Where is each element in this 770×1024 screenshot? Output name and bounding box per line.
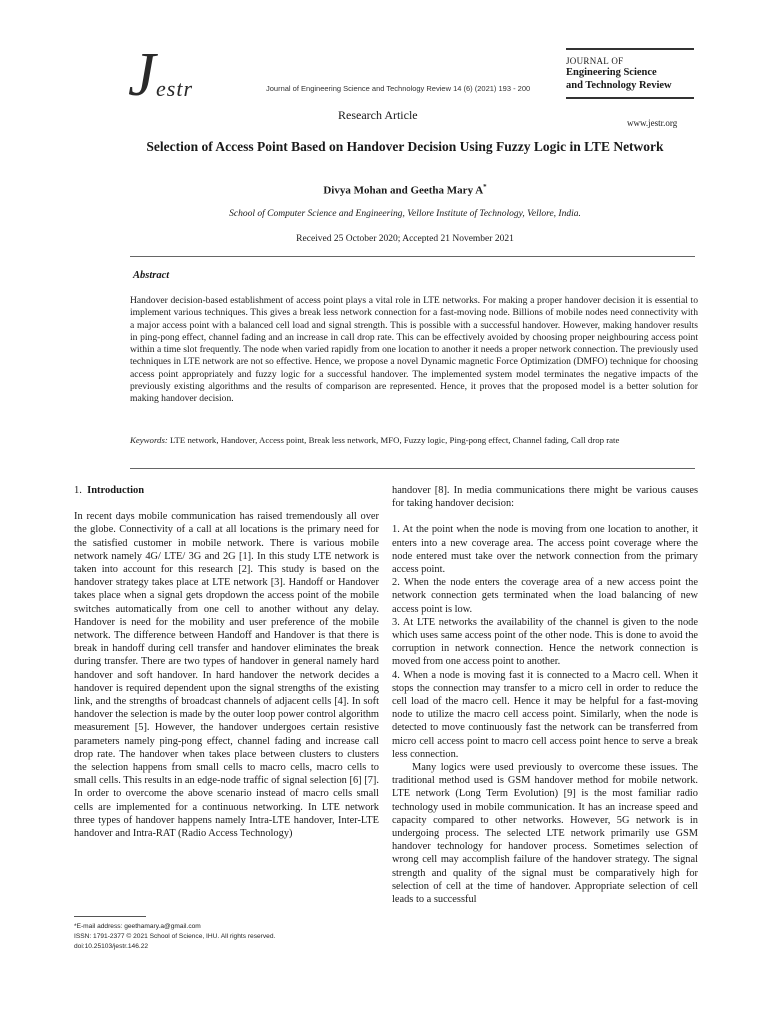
journal-logo xyxy=(128,41,238,114)
affiliation: School of Computer Science and Engineering, Vellore Institute of Technology, Vellore, India. xyxy=(229,209,581,219)
footnote xyxy=(74,922,275,952)
body-paragraph: Many logics were used previously to overcome these issues. The traditional method used is GSM handover method for mobile network. LTE network (Long Term Evolution) [9] is the most familiar radio technology used in mobile communication. It has an increase speed and capacity compared to other networks. However, 5G network is in undergoing process. The selected LTE network primarily use GSM handover technology for handover process. Sometimes selection of wrong cell may accomplish failure of the handover strategy. The signal strength and quality of the signal must be comparatively high for selection of cell at the time of handover. Appropriate selection of cell leads to a successful xyxy=(392,762,698,906)
logo-initial: J xyxy=(128,41,156,109)
journal-box-top-rule xyxy=(566,48,694,50)
list-item: 4. When a node is moving fast it is connected to a Macro cell. When it stops the connection may transfer to a micro cell in order to reduce the cell load of the macro cell. Hence it may be helpful for a fast-moving node to utilize the macro cell access point. Similarly, when the node is detected to move continuously fast the network can be transferred from micro cell access point to macro cell access point hence to serve a break less connection. xyxy=(392,669,698,760)
intro-paragraph: In recent days mobile communication has raised tremendously all over the globe. Connectivity of a call at all locations is the primary need for the satisfied customer in mobile network. There is various mobile network namely 4G/ LTE/ 3G and 2G [1]. In this study LTE network is taken into account for this research [2]. This study is based on the handover strategy takes place at LTE network [3]. Handoff or Handover takes place when a signal gets dropdown the access point of the mobile switches automatically from one cell to another without any delay. Handover is need for the mobility and user preference of the mobile network. The difference between Handoff and Handover is that there is break in handoff during cell transfer and handover eliminates the break during transfer. There are two types of handover in general namely hard handover and soft handover. In hard handover the network decides a handover is required dependent upon the signal strengths of the existing link, and the strengths of broadcast channels of adjacent cells [4]. In soft handover the selection is made by the outer loop power control algorithm measurement [5]. However, the handover undergoes certain resistive parameters namely ping-pong effect, channel fading and increase call drop rate. The handover when takes place between clusters to clusters the selection happens from small cells to macro cells, macro cells to small cells. This results in an edge-node traffic of signal selection [6] [7]. In order to overcome the above scenario instead of macro cells small cells are implemented for a continuous networking. In LTE network three types of handover happens namely Intra-LTE handover, Inter-LTE handover and Intra-RAT (Radio Access Technology) xyxy=(74,511,379,840)
article-type: Research Article xyxy=(338,108,418,122)
keywords-label: Keywords: xyxy=(130,435,168,445)
section-number: 1. xyxy=(74,485,82,496)
footnote-issn: ISSN: 1791-2377 © 2021 School of Science, IHU. All rights reserved. xyxy=(74,933,276,940)
keywords-text: LTE network, Handover, Access point, Break less network, MFO, Fuzzy logic, Ping-pong effect, Channel fading, Call drop rate xyxy=(167,435,620,445)
abstract-heading: Abstract xyxy=(133,270,170,281)
received-dates: Received 25 October 2020; Accepted 21 November 2021 xyxy=(296,234,514,244)
journal-name-box xyxy=(566,48,694,99)
journal-of-label: JOURNAL OF xyxy=(566,56,624,66)
divider-top xyxy=(130,256,695,257)
section-title: Introduction xyxy=(87,485,145,496)
keywords xyxy=(130,435,698,447)
footnote-email: *E-mail address: geethamary.a@gmail.com xyxy=(74,923,201,930)
footnote-rule xyxy=(74,916,146,917)
journal-box-bottom-rule xyxy=(566,97,694,99)
journal-name-line2: and Technology Review xyxy=(566,80,672,91)
paper-title: Selection of Access Point Based on Handover Decision Using Fuzzy Logic in LTE Network xyxy=(146,139,664,154)
left-column xyxy=(74,484,379,840)
author-names: Divya Mohan and Geetha Mary A xyxy=(323,184,484,197)
authors xyxy=(120,183,690,197)
corresponding-author-marker: * xyxy=(483,183,487,191)
abstract-text: Handover decision-based establishment of access point plays a vital role in LTE networks. For making a proper handover decision it is essential to implement various techniques. This gives a break less network connection for a fast-moving node. Billions of mobile nodes need connectivity with a major access point with a balanced cell load and signal strength. This is possible with a successful handover. However, making handover results in ping-pong effect, channel fading and an increase in call drop rate. This can be effectively avoided by choosing proper neighbouring access point within a time slot frequently. The node when varied rapidly from one location to another it needs a proper network connection. The previously used techniques in LTE network are not so effective. Hence, we propose a novel Dynamic magnetic Force Optimization (DMFO) technique for choosing access point appropriately and fuzzy logic for a successful handover. The implemented system model terminates the negative impacts of the previously existing algorithms and the results of comparison are represented. Hence, it proves that the proposed model is a better solution for making handover decision. xyxy=(130,295,698,405)
journal-citation: Journal of Engineering Science and Technology Review 14 (6) (2021) 193 - 200 xyxy=(266,84,531,93)
list-item: 3. At LTE networks the availability of the channel is given to the node which uses same access point of the other node. This is done to avoid the corruption in network connection. Hence the network connection is moved from one access point to another. xyxy=(392,616,698,668)
section-heading-introduction xyxy=(74,484,379,497)
list-item: 1. At the point when the node is moving from one location to another, it enters into a new coverage area. The access point coverage where the node entered must take over the network connection from the primary access point. xyxy=(392,524,698,576)
right-column xyxy=(392,484,698,906)
list-item: 2. When the node enters the coverage area of a new access point the network connection gets terminated when the load balancing of new access point is low. xyxy=(392,577,698,615)
divider-bottom xyxy=(130,468,695,469)
continuation-paragraph: handover [8]. In media communications there might be various causes for taking handover decision: xyxy=(392,485,698,510)
journal-name-line1: Engineering Science xyxy=(566,67,657,78)
logo-text: estr xyxy=(156,76,193,101)
footnote-doi: doi:10.25103/jestr.146.22 xyxy=(74,943,149,950)
journal-website: www.jestr.org xyxy=(627,118,678,128)
